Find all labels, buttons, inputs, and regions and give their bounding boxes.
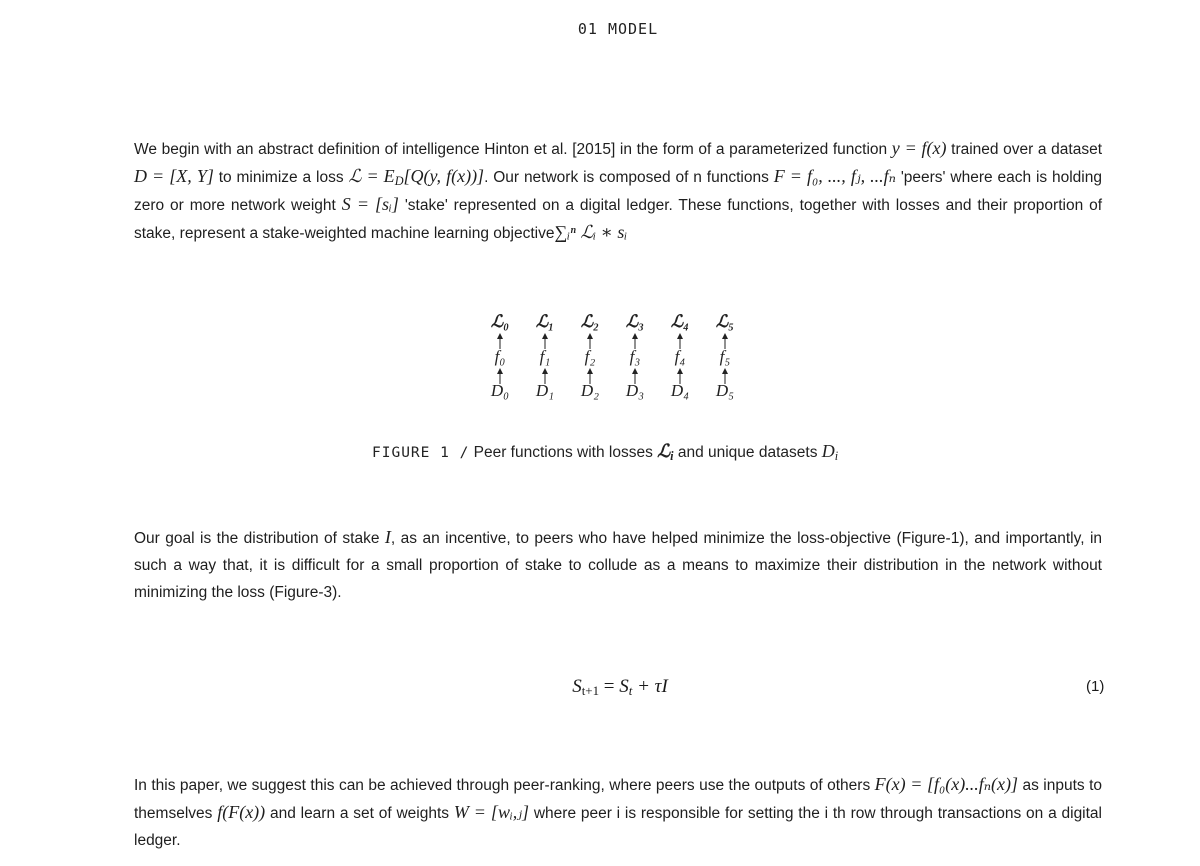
dataset-symbol-2: D₂ <box>580 381 600 400</box>
math-loss: ℒ = $E_D[Q(y$, f(x))] <box>348 166 485 189</box>
equation-1: $S_{t+1} = S_t + \tau I$ <box>572 676 668 699</box>
math-objective: ∑ᵢⁿ ℒᵢ ∗ sᵢ <box>554 222 628 242</box>
caption-dataset-symbol: $D_i$ <box>821 441 839 464</box>
function-symbol-4: f₄ <box>674 347 686 366</box>
caption-text: Peer functions with losses <box>473 444 653 461</box>
text: as inputs to themselves <box>134 777 1103 822</box>
math-incentive: I <box>384 527 391 547</box>
caption-and: and unique datasets <box>677 444 818 461</box>
text: , as an incentive, to peers who have helped minimize the loss-objective (Figure-1), and importantly, in such a way that, it is difficult for a small proportion of stake to collude as a means to maximize their distribution in the network without minimizing the loss (Figure-3). <box>134 530 1103 601</box>
text: 'stake' represented on a digital ledger. These functions, together with losses and their proportion of stake, represent a stake-weighted machine learning objective <box>134 197 1102 242</box>
paragraph-intro <box>134 135 1102 247</box>
peer-functions-diagram <box>470 305 750 405</box>
math-y-equals-fx: y = f(x) <box>891 138 947 158</box>
text: where peer i is responsible for setting the i th row through transactions on a digital ledger. <box>134 805 1102 849</box>
caption-label: FIGURE 1 / <box>372 445 470 461</box>
caption-loss-symbol: ℒ$_i$ <box>657 441 674 464</box>
figure-caption <box>372 441 838 462</box>
loss-symbol-0: ℒ₀ <box>490 312 510 331</box>
text: In this paper, we suggest this can be achieved through peer-ranking, where peers use the outputs of others <box>134 777 871 794</box>
loss-symbol-4: ℒ₄ <box>670 312 690 331</box>
paragraph-peer-ranking <box>134 771 1102 854</box>
function-symbol-1: f₁ <box>539 347 551 366</box>
function-symbol-0: f₀ <box>494 347 506 366</box>
loss-symbol-1: ℒ₁ <box>535 312 555 331</box>
text: Our goal is the distribution of stake <box>134 530 380 547</box>
text: to minimize a loss <box>218 169 344 186</box>
dataset-symbol-5: D₅ <box>715 381 735 400</box>
loss-symbol-5: ℒ₅ <box>715 312 735 331</box>
math-F-outputs: F(x) = [f₀(x)...fₙ(x)] <box>874 774 1019 794</box>
text: We begin with an abstract definition of intelligence Hinton et al. [2015] in the form of a parameterized function <box>134 141 888 158</box>
loss-symbol-3: ℒ₃ <box>625 312 645 331</box>
math-f-of-F: f(F(x)) <box>217 802 266 822</box>
dataset-symbol-3: D₃ <box>625 381 645 400</box>
dataset-symbol-1: D₁ <box>535 381 555 400</box>
dataset-symbol-4: D₄ <box>670 381 690 400</box>
text: . Our network is composed of n functions <box>484 169 769 186</box>
loss-symbol-2: ℒ₂ <box>580 312 600 331</box>
paragraph-goal <box>134 524 1102 606</box>
function-symbol-2: f₂ <box>584 347 596 366</box>
equation-number: (1) <box>1086 678 1105 695</box>
function-symbol-5: f₅ <box>719 347 731 366</box>
text: and learn a set of weights <box>269 805 450 822</box>
text: trained over a dataset <box>951 141 1102 158</box>
math-functions: F = f₀, ..., fⱼ, ...fₙ <box>773 166 896 186</box>
text: 'peers' where each is holding zero or more network weight <box>134 169 1102 214</box>
function-symbol-3: f₃ <box>629 347 641 366</box>
math-stake: S = [sᵢ] <box>341 194 399 214</box>
section-title: 01 MODEL <box>577 20 659 38</box>
math-weights: W = [wᵢ,ⱼ] <box>453 802 530 822</box>
dataset-symbol-0: D₀ <box>490 381 510 400</box>
math-dataset: D = [X, Y] <box>134 166 214 186</box>
